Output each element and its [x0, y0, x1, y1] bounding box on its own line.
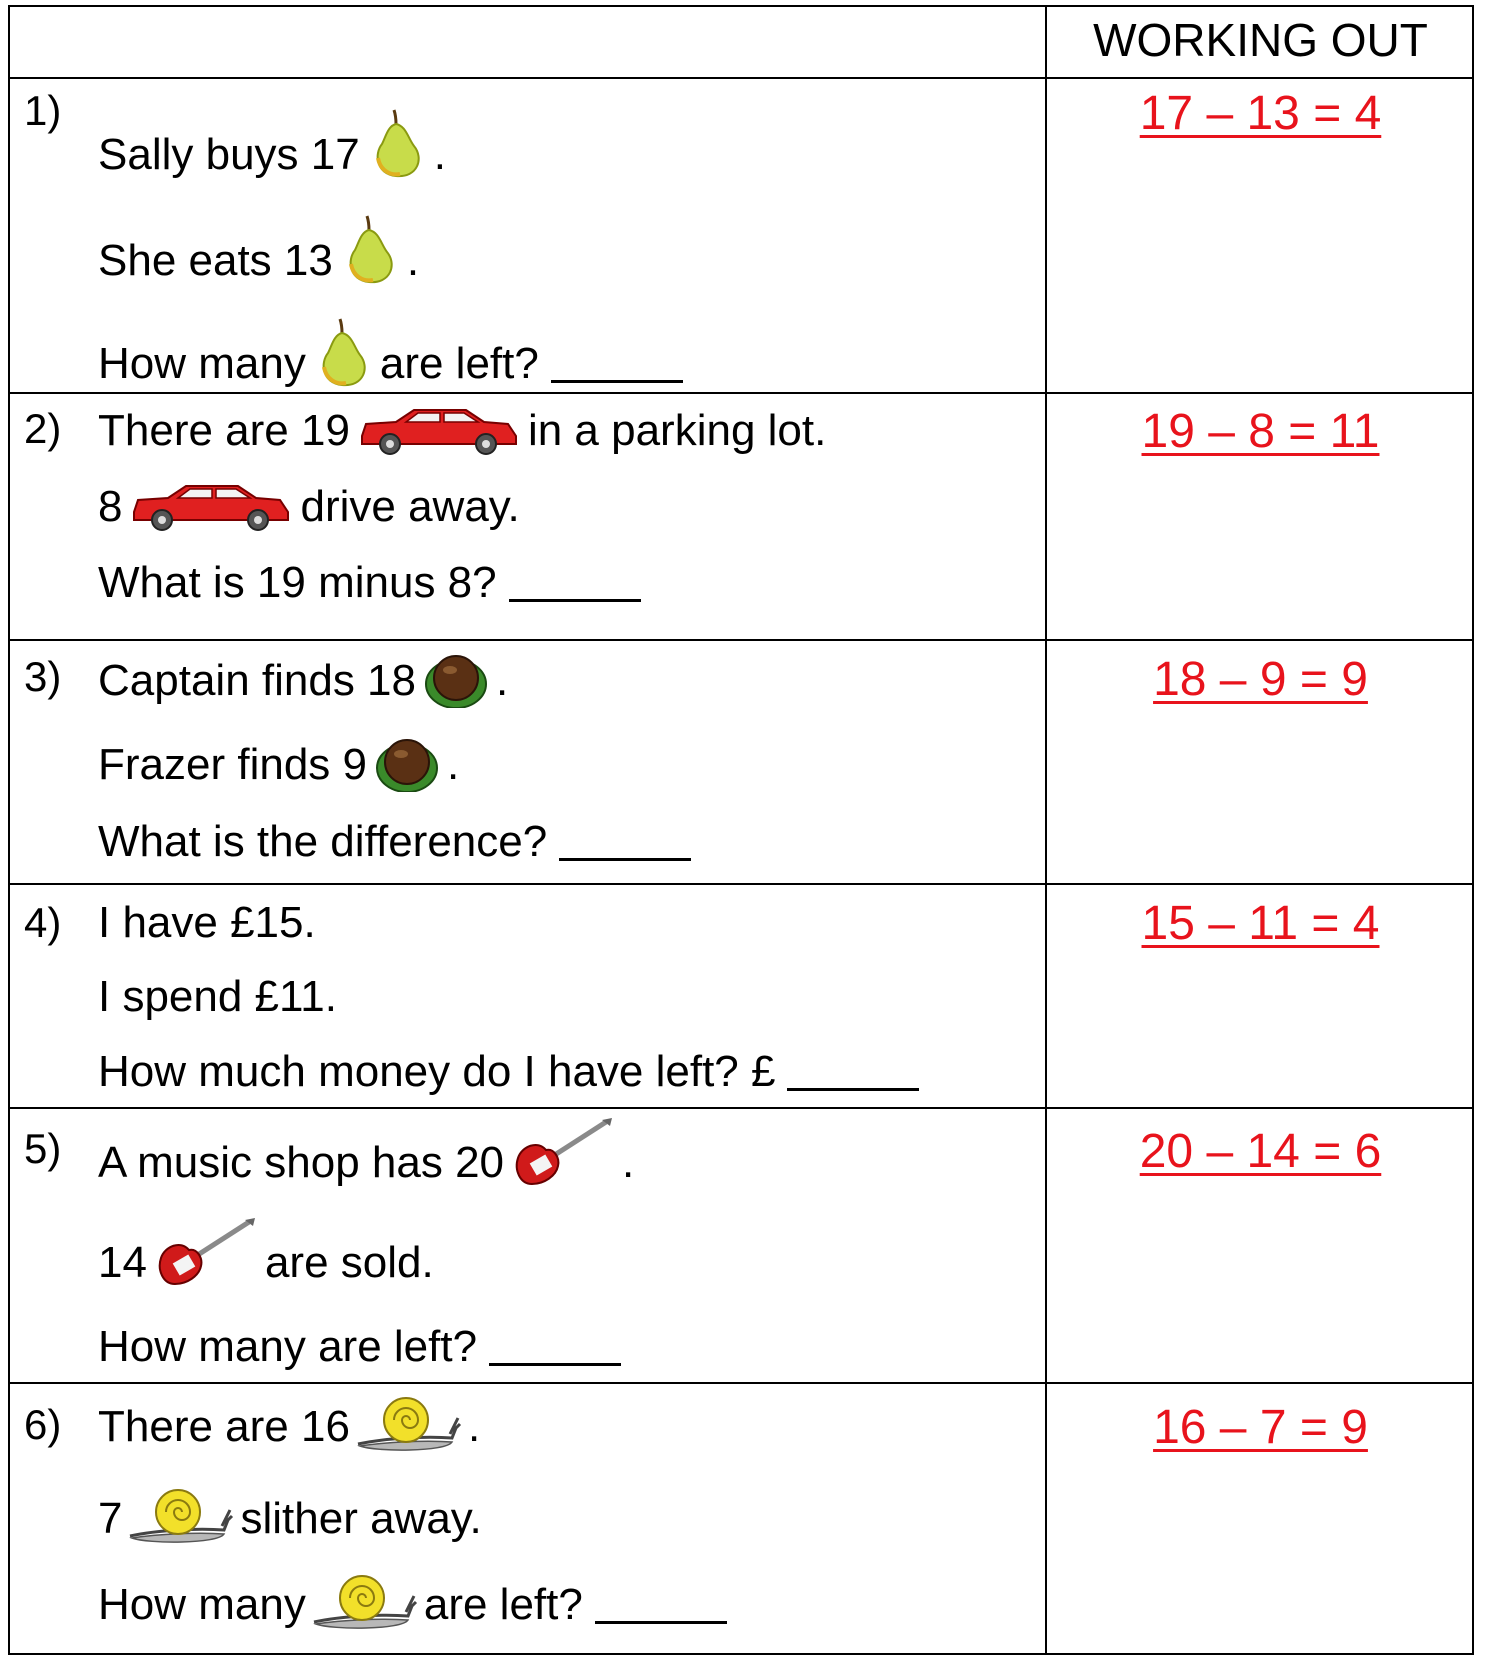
guitar-icon [510, 1118, 616, 1190]
conker-icon [373, 730, 441, 792]
car-icon [128, 482, 294, 534]
problem-line [98, 212, 419, 288]
problem-line [98, 1570, 727, 1632]
problem-line [98, 1320, 621, 1374]
problem-line [98, 1218, 434, 1290]
problem-number: 4) [24, 899, 62, 946]
row-divider [8, 1107, 1474, 1109]
problem-line [98, 1484, 482, 1546]
problem-number: 6) [24, 1401, 62, 1448]
line-text: What is 19 minus 8? [98, 558, 497, 607]
row-divider [8, 1382, 1474, 1384]
line-text: How many [98, 1580, 306, 1629]
line-text: 8 [98, 482, 123, 531]
row-divider [8, 639, 1474, 641]
line-text: Frazer finds 9 [98, 740, 367, 789]
line-text: Captain finds 18 [98, 656, 416, 705]
working-out-answer: 16 – 7 = 9 [1153, 1401, 1368, 1454]
line-text: A music shop has 20 [98, 1138, 505, 1187]
working-out-answer: 15 – 11 = 4 [1141, 897, 1380, 950]
snail-icon [128, 1484, 234, 1546]
answer-blank[interactable] [787, 1050, 919, 1091]
guitar-icon [153, 1218, 259, 1290]
line-text: She eats 13 [98, 236, 333, 285]
line-text: How much money do I have left? £ [98, 1047, 776, 1096]
row-divider [8, 392, 1474, 394]
line-text: 14 [98, 1238, 147, 1287]
problem-line [98, 556, 641, 610]
line-text: . [496, 656, 509, 705]
problem-line [98, 315, 683, 391]
problem-line [98, 730, 459, 792]
line-text: What is the difference? [98, 817, 548, 866]
line-text: . [622, 1138, 635, 1187]
line-text: . [406, 236, 420, 285]
problem-number: 2) [24, 405, 62, 452]
line-text: drive away. [300, 482, 520, 531]
answer-blank[interactable] [551, 342, 683, 383]
problem-line [98, 1045, 919, 1099]
line-text: . [446, 740, 460, 789]
problem-line [98, 1118, 634, 1190]
working-out-answer: 18 – 9 = 9 [1153, 653, 1368, 706]
line-text: slither away. [240, 1494, 482, 1543]
problem-line [98, 970, 337, 1024]
pear-icon [366, 106, 428, 182]
line-text: . [467, 1402, 481, 1451]
line-text: 7 [98, 1494, 123, 1543]
problem-line [98, 815, 691, 869]
line-text: I have £15. [98, 898, 316, 947]
problem-line [98, 896, 316, 950]
working-out-answer: 20 – 14 = 6 [1139, 1125, 1382, 1178]
working-out-header: WORKING OUT [1093, 14, 1428, 66]
snail-icon [312, 1570, 418, 1632]
problem-number: 1) [24, 87, 62, 134]
conker-icon [422, 646, 490, 708]
row-divider [8, 883, 1474, 885]
answer-blank[interactable] [509, 561, 641, 602]
answer-blank[interactable] [559, 820, 691, 861]
line-text: I spend £11. [98, 972, 337, 1021]
working-out-answer: 19 – 8 = 11 [1141, 405, 1380, 458]
problem-line [98, 1392, 480, 1454]
problem-line [98, 106, 446, 182]
car-icon [356, 406, 522, 458]
line-text: in a parking lot. [527, 406, 827, 455]
answer-blank[interactable] [489, 1325, 621, 1366]
problem-number: 3) [24, 653, 62, 700]
line-text: Sally buys 17 [98, 130, 360, 179]
pear-icon [312, 315, 374, 391]
line-text: are sold. [264, 1238, 434, 1287]
line-text: are left? [379, 339, 539, 388]
line-text: . [433, 130, 446, 179]
line-text: How many [98, 339, 306, 388]
problem-line [98, 404, 826, 458]
pear-icon [339, 212, 401, 288]
line-text: How many are left? [98, 1322, 478, 1371]
problem-line [98, 646, 508, 708]
working-out-answer: 17 – 13 = 4 [1139, 87, 1382, 140]
snail-icon [356, 1392, 462, 1454]
line-text: are left? [423, 1580, 583, 1629]
problem-number: 5) [24, 1125, 62, 1172]
problem-line [98, 480, 520, 534]
header-divider [8, 77, 1474, 79]
answer-blank[interactable] [595, 1583, 727, 1624]
line-text: There are 16 [98, 1402, 350, 1451]
line-text: There are 19 [98, 406, 350, 455]
